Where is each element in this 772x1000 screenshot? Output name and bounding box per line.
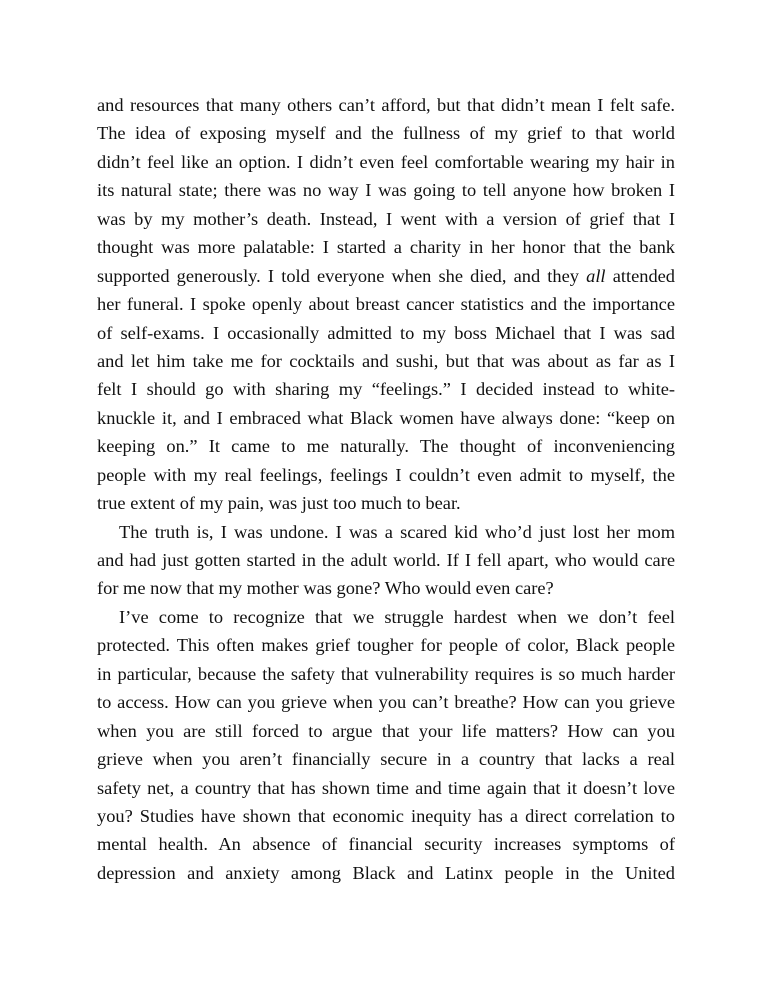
text-line: knuckle it, and I embraced what Black women have always done: “keep on	[97, 407, 675, 428]
text-line: its natural state; there was no way I was going to tell anyone how broken I	[97, 180, 675, 201]
text-line: protected. This often makes grief tougher for people of color, Black people	[97, 635, 675, 656]
text-line: depression and anxiety among Black and Latinx people in the United	[97, 862, 675, 883]
text-line: and let him take me for cocktails and sushi, but that was about as far as I	[97, 350, 675, 371]
text-line: of self-exams. I occasionally admitted to my boss Michael that I was sad	[97, 322, 675, 343]
paragraph	[97, 603, 675, 887]
text-line: keeping on.” It came to me naturally. The thought of inconveniencing	[97, 436, 675, 457]
text-line: didn’t feel like an option. I didn’t even feel comfortable wearing my hair in	[97, 151, 675, 172]
text-line: you? Studies have shown that economic inequity has a direct correlation to	[97, 805, 675, 826]
text-line: safety net, a country that has shown time and time again that it doesn’t love	[97, 777, 675, 798]
text-segment: attended	[605, 265, 675, 286]
text-line: people with my real feelings, feelings I couldn’t even admit to myself, the	[97, 464, 675, 485]
text-line: grieve when you aren’t financially secure in a country that lacks a real	[97, 749, 675, 770]
text-line: thought was more palatable: I started a charity in her honor that the bank	[97, 237, 675, 258]
text-line: in particular, because the safety that vulnerability requires is so much harder	[97, 663, 675, 684]
paragraph	[97, 518, 675, 603]
text-line: mental health. An absence of financial security increases symptoms of	[97, 834, 675, 855]
text-segment: supported generously. I told everyone when she died, and they	[97, 265, 587, 286]
paragraph	[97, 91, 675, 518]
text-line: I’ve come to recognize that we struggle hardest when we don’t feel	[119, 606, 675, 627]
text-line: and resources that many others can’t afford, but that didn’t mean I felt safe.	[97, 95, 675, 115]
text-line: felt I should go with sharing my “feelings.” I decided instead to white-	[97, 379, 675, 400]
emphasized-word: all	[586, 265, 606, 286]
body-text	[97, 91, 675, 887]
text-line	[97, 262, 675, 290]
text-line: was by my mother’s death. Instead, I went with a version of grief that I	[97, 208, 675, 229]
text-line: for me now that my mother was gone? Who would even care?	[97, 578, 554, 599]
text-line: The truth is, I was undone. I was a scared kid who’d just lost her mom	[119, 521, 675, 542]
text-line: The idea of exposing myself and the fullness of my grief to that world	[97, 123, 675, 144]
text-line: to access. How can you grieve when you can’t breathe? How can you grieve	[97, 692, 675, 713]
text-line: her funeral. I spoke openly about breast cancer statistics and the importance	[97, 294, 675, 315]
text-line: when you are still forced to argue that your life matters? How can you	[97, 720, 675, 741]
text-line: true extent of my pain, was just too much to bear.	[97, 493, 461, 514]
text-line: and had just gotten started in the adult world. If I fell apart, who would care	[97, 550, 675, 570]
